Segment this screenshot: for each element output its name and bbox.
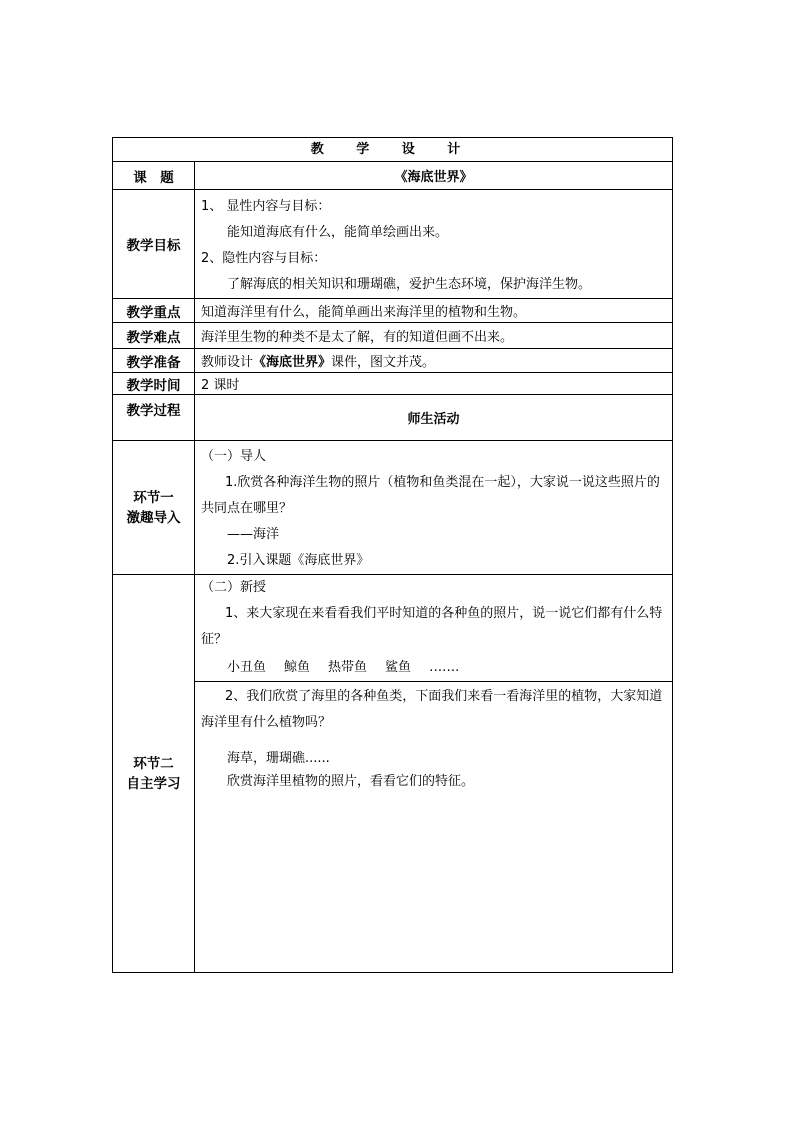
difficulty-label: 教学难点 <box>113 323 195 349</box>
prep-pre: 教师设计 <box>201 355 254 370</box>
fish-item: 鲸鱼 <box>284 660 311 675</box>
fish-item: ……. <box>429 660 460 675</box>
stage2-p1: 1、来大家现在来看看我们平时知道的各种鱼的照片，说一说它们都有什么特征？ <box>201 606 663 647</box>
stage2-part-a <box>195 575 672 682</box>
stage2-p2: 2、我们欣赏了海里的各种鱼类，下面我们来看一看海洋里的植物，大家知道海洋里有什么植物吗？ <box>201 689 663 730</box>
goals-line-1: 1、 显性内容与目标： <box>201 199 331 214</box>
goals-line-2: 能知道海底有什么，能简单绘画出来。 <box>227 225 449 240</box>
goals-label: 教学目标 <box>113 190 195 299</box>
stage2-label-line2: 自主学习 <box>126 775 181 792</box>
prep-value <box>195 349 673 373</box>
topic-value: 《海底世界》 <box>195 162 673 190</box>
fish-list <box>201 655 666 681</box>
stage1-p1: 1.欣赏各种海洋生物的照片（植物和鱼类混在一起），大家说一说这些照片的共同点在哪里？ <box>201 475 660 516</box>
stage2-title: （二）新授 <box>201 580 267 595</box>
stage1-p3: 2.引入课题《海底世界》 <box>227 553 370 568</box>
stage1-p2: ——海洋 <box>227 527 280 542</box>
fish-item: 热带鱼 <box>328 660 368 675</box>
table-header: 教 学 设 计 <box>113 138 673 162</box>
time-value: 2 课时 <box>195 373 673 395</box>
stage2-label-line1: 环节二 <box>133 755 174 772</box>
stage1-content <box>195 441 673 575</box>
prep-post: 课件，图文并茂。 <box>331 355 436 370</box>
key-label: 教学重点 <box>113 299 195 323</box>
fish-item: 鲨鱼 <box>385 660 412 675</box>
stage2-content <box>195 575 673 973</box>
goals-line-4: 了解海底的相关知识和珊瑚礁，爱护生态环境，保护海洋生物。 <box>227 277 592 292</box>
key-value: 知道海洋里有什么，能简单画出来海洋里的植物和生物。 <box>195 299 673 323</box>
lesson-plan-table <box>112 137 673 973</box>
stage2-p4: 欣赏海洋里植物的照片，看看它们的特征。 <box>227 774 475 789</box>
difficulty-value: 海洋里生物的种类不是太了解，有的知道但画不出来。 <box>195 323 673 349</box>
topic-label: 课 题 <box>113 162 195 190</box>
stage2-label <box>113 575 195 973</box>
goals-content <box>195 190 673 299</box>
activity-header: 师生活动 <box>195 395 673 441</box>
stage2-part-b <box>195 682 672 794</box>
stage1-title: （一）导人 <box>201 449 267 464</box>
prep-label: 教学准备 <box>113 349 195 373</box>
fish-item: 小丑鱼 <box>227 660 267 675</box>
stage1-label-line1: 环节一 <box>133 489 174 506</box>
stage2-p3: 海草，珊瑚礁...... <box>227 751 330 766</box>
process-label: 教学过程 <box>113 395 195 441</box>
goals-line-3: 2、隐性内容与目标： <box>201 251 327 266</box>
time-label: 教学时间 <box>113 373 195 395</box>
stage1-label <box>113 441 195 575</box>
stage1-label-line2: 激趣导入 <box>126 509 181 526</box>
prep-title: 《海底世界》 <box>253 355 332 370</box>
